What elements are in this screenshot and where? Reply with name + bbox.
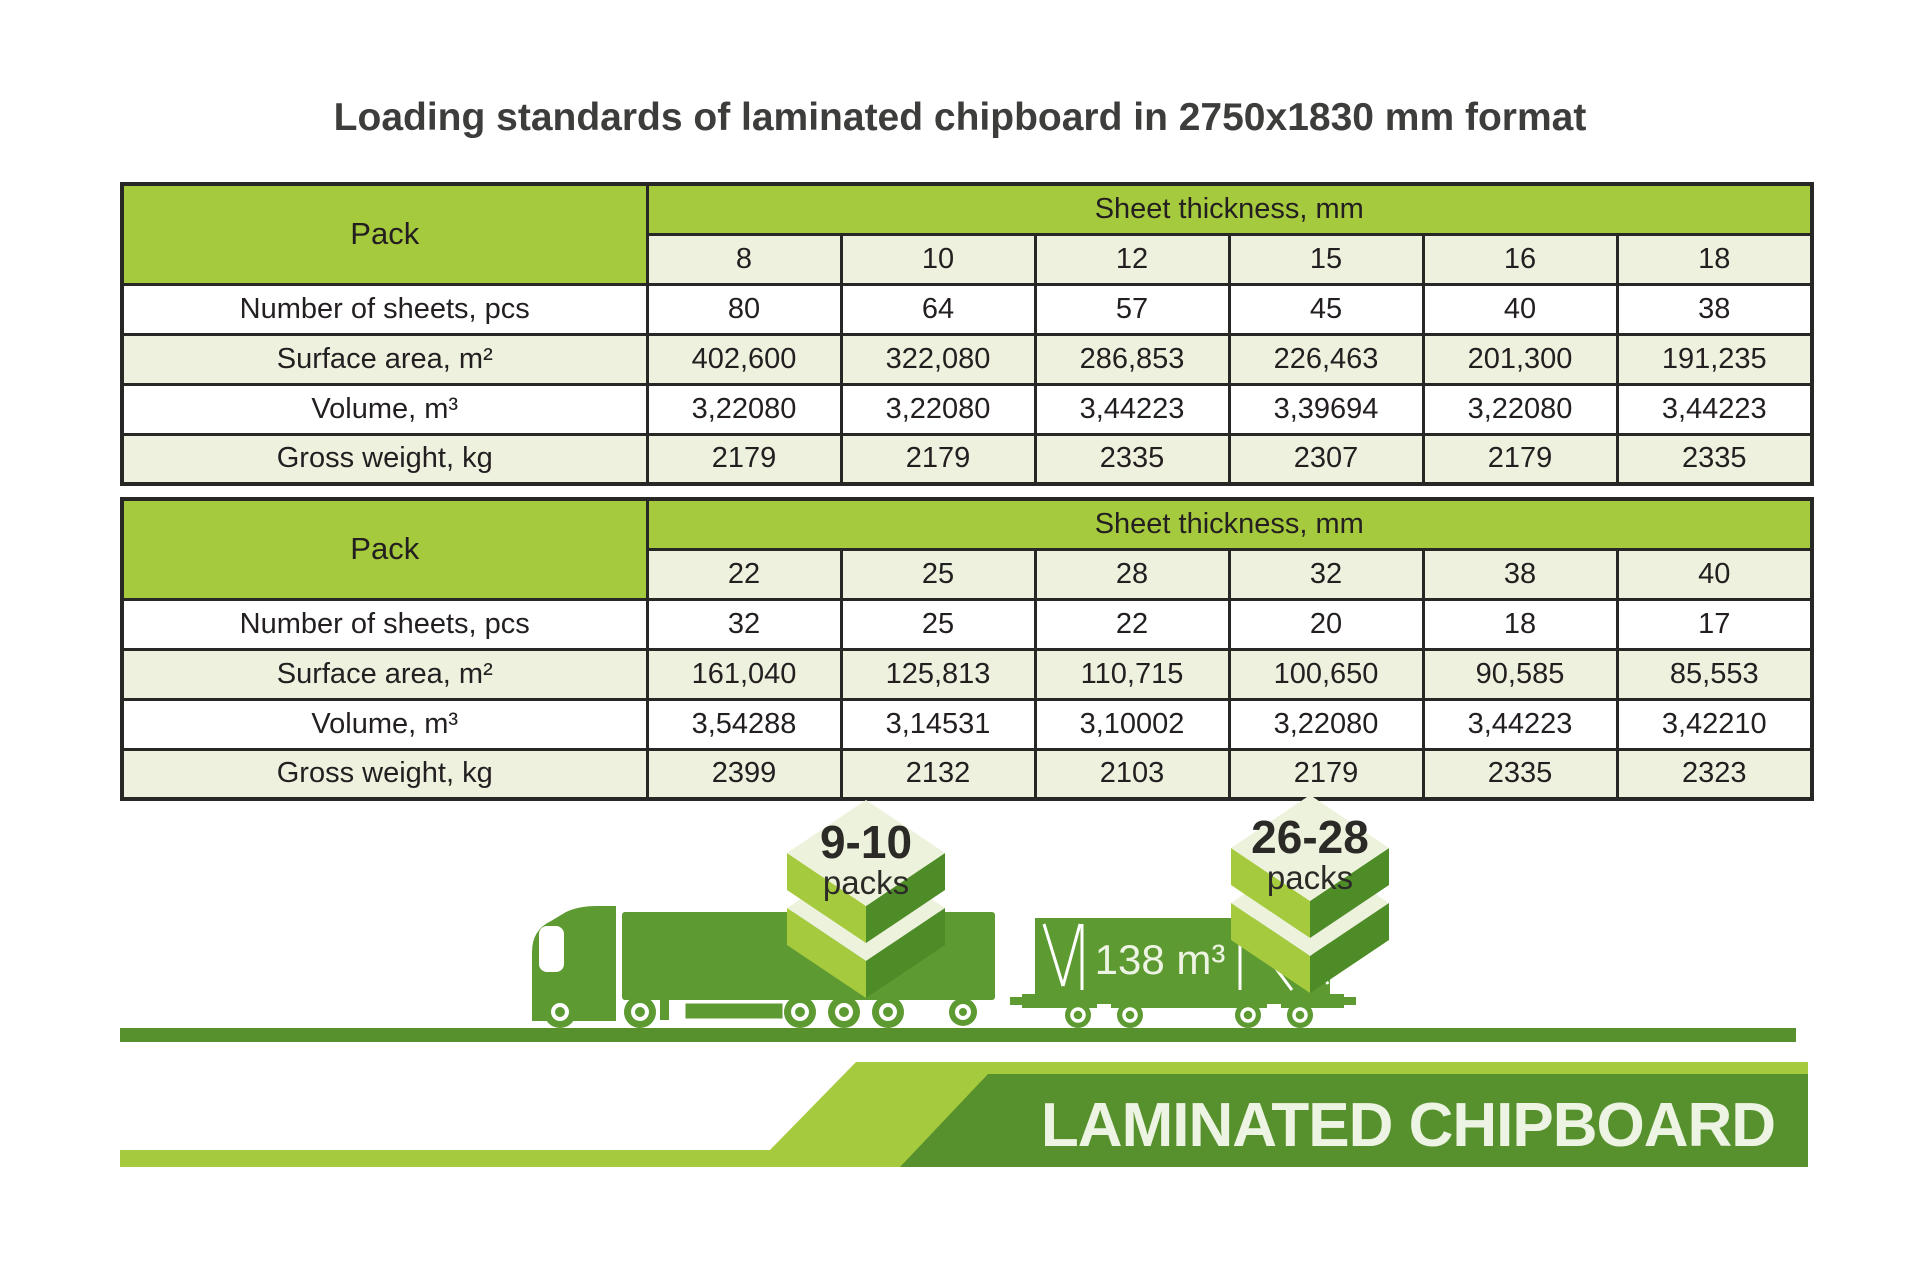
thickness-header: Sheet thickness, mm	[647, 499, 1812, 549]
thickness-cell: 32	[1229, 549, 1423, 599]
value-cell: 402,600	[647, 334, 841, 384]
thickness-cell: 28	[1035, 549, 1229, 599]
banner	[120, 1062, 1808, 1167]
truck-packs-unit: packs	[822, 864, 910, 901]
value-cell: 3,44223	[1423, 699, 1617, 749]
value-cell: 32	[647, 599, 841, 649]
value-cell: 125,813	[841, 649, 1035, 699]
value-cell: 22	[1035, 599, 1229, 649]
value-cell: 2335	[1423, 749, 1617, 799]
banner-label: LAMINATED CHIPBOARD	[1040, 1091, 1776, 1160]
thickness-header: Sheet thickness, mm	[647, 184, 1812, 234]
value-cell: 2335	[1617, 434, 1812, 484]
thickness-cell: 38	[1423, 549, 1617, 599]
pack-header: Pack	[122, 184, 647, 284]
value-cell: 2179	[841, 434, 1035, 484]
value-cell: 90,585	[1423, 649, 1617, 699]
value-cell: 2179	[647, 434, 841, 484]
value-cell: 2399	[647, 749, 841, 799]
row-label: Number of sheets, pcs	[122, 284, 647, 334]
thickness-cell: 22	[647, 549, 841, 599]
thickness-cell: 10	[841, 234, 1035, 284]
value-cell: 100,650	[1229, 649, 1423, 699]
value-cell: 191,235	[1617, 334, 1812, 384]
value-cell: 3,42210	[1617, 699, 1812, 749]
wagon-packs-unit: packs	[1266, 859, 1354, 896]
value-cell: 2179	[1423, 434, 1617, 484]
thickness-cell: 18	[1617, 234, 1812, 284]
value-cell: 2335	[1035, 434, 1229, 484]
value-cell: 3,22080	[1229, 699, 1423, 749]
value-cell: 25	[841, 599, 1035, 649]
row-label: Gross weight, kg	[122, 434, 647, 484]
value-cell: 3,10002	[1035, 699, 1229, 749]
row-label: Surface area, m²	[122, 649, 647, 699]
thickness-cell: 16	[1423, 234, 1617, 284]
value-cell: 110,715	[1035, 649, 1229, 699]
thickness-cell: 8	[647, 234, 841, 284]
value-cell: 3,44223	[1617, 384, 1812, 434]
thickness-cell: 12	[1035, 234, 1229, 284]
value-cell: 322,080	[841, 334, 1035, 384]
pack-header: Pack	[122, 499, 647, 599]
value-cell: 2103	[1035, 749, 1229, 799]
value-cell: 161,040	[647, 649, 841, 699]
value-cell: 20	[1229, 599, 1423, 649]
value-cell: 85,553	[1617, 649, 1812, 699]
page-title: Loading standards of laminated chipboard in 2750x1830 mm format	[333, 96, 1587, 139]
value-cell: 2132	[841, 749, 1035, 799]
row-label: Gross weight, kg	[122, 749, 647, 799]
value-cell: 226,463	[1229, 334, 1423, 384]
value-cell: 3,54288	[647, 699, 841, 749]
value-cell: 3,44223	[1035, 384, 1229, 434]
value-cell: 2179	[1229, 749, 1423, 799]
wagon-packs-range: 26-28	[1251, 811, 1369, 863]
thickness-cell: 25	[841, 549, 1035, 599]
row-label: Surface area, m²	[122, 334, 647, 384]
value-cell: 3,14531	[841, 699, 1035, 749]
value-cell: 286,853	[1035, 334, 1229, 384]
value-cell: 64	[841, 284, 1035, 334]
value-cell: 3,22080	[647, 384, 841, 434]
value-cell: 2323	[1617, 749, 1812, 799]
thickness-cell: 40	[1617, 549, 1812, 599]
row-label: Volume, m³	[122, 384, 647, 434]
value-cell: 201,300	[1423, 334, 1617, 384]
value-cell: 40	[1423, 284, 1617, 334]
value-cell: 3,39694	[1229, 384, 1423, 434]
value-cell: 80	[647, 284, 841, 334]
row-label: Volume, m³	[122, 699, 647, 749]
value-cell: 3,22080	[1423, 384, 1617, 434]
value-cell: 57	[1035, 284, 1229, 334]
value-cell: 38	[1617, 284, 1812, 334]
row-label: Number of sheets, pcs	[122, 599, 647, 649]
ground-bar	[120, 1028, 1796, 1042]
value-cell: 3,22080	[841, 384, 1035, 434]
value-cell: 17	[1617, 599, 1812, 649]
thickness-cell: 15	[1229, 234, 1423, 284]
value-cell: 45	[1229, 284, 1423, 334]
truck-packs-range: 9-10	[819, 816, 913, 868]
value-cell: 18	[1423, 599, 1617, 649]
wagon-volume-label: 138 m³	[1094, 936, 1226, 983]
value-cell: 2307	[1229, 434, 1423, 484]
